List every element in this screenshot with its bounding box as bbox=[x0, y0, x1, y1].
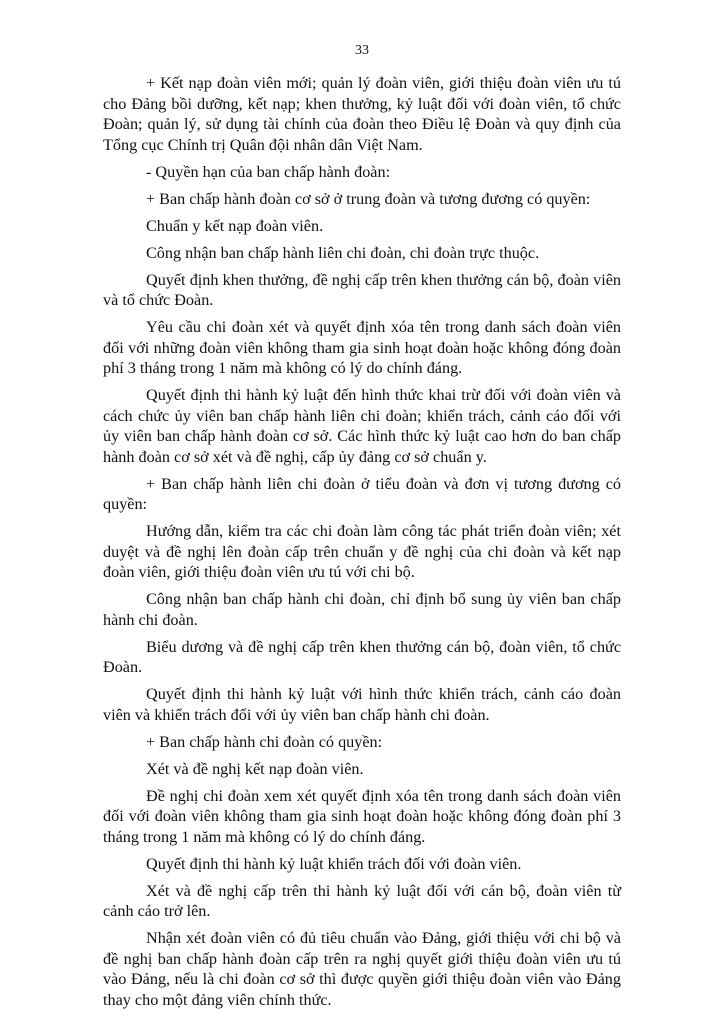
paragraph: Quyết định thi hành kỷ luật đến hình thức khai trừ đối với đoàn viên và cách chức ủy viên ban chấp hành liên chi đoàn; khiển trách, cảnh cáo đối với ủy viên ban chấp hành đoàn cơ sở. Các hình thức kỷ luật cao hơn do ban chấp hành đoàn cơ sở xét và đề nghị, cấp ủy đảng cơ sở chuẩn y. bbox=[103, 386, 621, 466]
paragraph: Chuẩn y kết nạp đoàn viên. bbox=[146, 216, 324, 235]
paragraph: Quyết định thi hành kỷ luật với hình thức khiển trách, cảnh cáo đoàn viên và khiển trách đối với ủy viên ban chấp hành chi đoàn. bbox=[103, 685, 621, 724]
page-number: 33 bbox=[355, 43, 369, 58]
paragraph: Nhận xét đoàn viên có đủ tiêu chuẩn vào Đảng, giới thiệu với chi bộ và đề nghị ban chấp hành đoàn cấp trên ra nghị quyết giới thiệu đoàn viên ưu tú vào Đảng, nếu là chi đoàn cơ sở thì được quyền giới thiệu đoàn viên vào Đảng thay cho một đảng viên chính thức. bbox=[103, 929, 621, 1009]
paragraph: Quyết định khen thưởng, đề nghị cấp trên khen thưởng cán bộ, đoàn viên và tổ chức Đoàn. bbox=[103, 270, 621, 309]
paragraph: + Ban chấp hành liên chi đoàn ở tiểu đoàn và đơn vị tương đương có quyền: bbox=[103, 474, 621, 513]
paragraph: + Kết nạp đoàn viên mới; quản lý đoàn viên, giới thiệu đoàn viên ưu tú cho Đảng bồi dưỡng, kết nạp; khen thưởng, kỷ luật đối với đoàn viên, tổ chức Đoàn; quản lý, sử dụng tài chính của đoàn theo Điều lệ Đoàn và quy định của Tổng cục Chính trị Quân đội nhân dân Việt Nam. bbox=[103, 74, 621, 154]
paragraph: + Ban chấp hành chi đoàn có quyền: bbox=[146, 732, 383, 751]
paragraph: Xét và đề nghị kết nạp đoàn viên. bbox=[146, 759, 364, 778]
paragraph: + Ban chấp hành đoàn cơ sở ở trung đoàn và tương đương có quyền: bbox=[146, 189, 591, 208]
paragraph: Quyết định thi hành kỷ luật khiển trách đối với đoàn viên. bbox=[146, 854, 522, 873]
paragraph: - Quyền hạn của ban chấp hành đoàn: bbox=[146, 162, 391, 181]
paragraph: Xét và đề nghị cấp trên thi hành kỷ luật đối với cán bộ, đoàn viên từ cảnh cáo trở lên. bbox=[103, 881, 621, 920]
body-text bbox=[103, 73, 621, 1017]
paragraph: Công nhận ban chấp hành liên chi đoàn, chi đoàn trực thuộc. bbox=[146, 243, 540, 262]
paragraph: Hướng dẫn, kiểm tra các chi đoàn làm công tác phát triển đoàn viên; xét duyệt và đề nghị lên đoàn cấp trên chuẩn y đề nghị của chi đoàn và kết nạp đoàn viên, giới thiệu đoàn viên ưu tú với chi bộ. bbox=[103, 522, 621, 581]
paragraph: Yêu cầu chi đoàn xét và quyết định xóa tên trong danh sách đoàn viên đối với những đoàn viên không tham gia sinh hoạt đoàn hoặc không đóng đoàn phí 3 tháng trong 1 năm mà không có lý do chính đáng. bbox=[103, 318, 621, 377]
paragraph: Công nhận ban chấp hành chi đoàn, chỉ định bổ sung ủy viên ban chấp hành chi đoàn. bbox=[103, 590, 621, 629]
paragraph: Biểu dương và đề nghị cấp trên khen thưởng cán bộ, đoàn viên, tổ chức Đoàn. bbox=[103, 637, 621, 676]
paragraph: Đề nghị chi đoàn xem xét quyết định xóa tên trong danh sách đoàn viên đối với đoàn viên không tham gia sinh hoạt đoàn hoặc không đóng đoàn phí 3 tháng trong 1 năm mà không có lý do chính đáng. bbox=[103, 786, 621, 846]
